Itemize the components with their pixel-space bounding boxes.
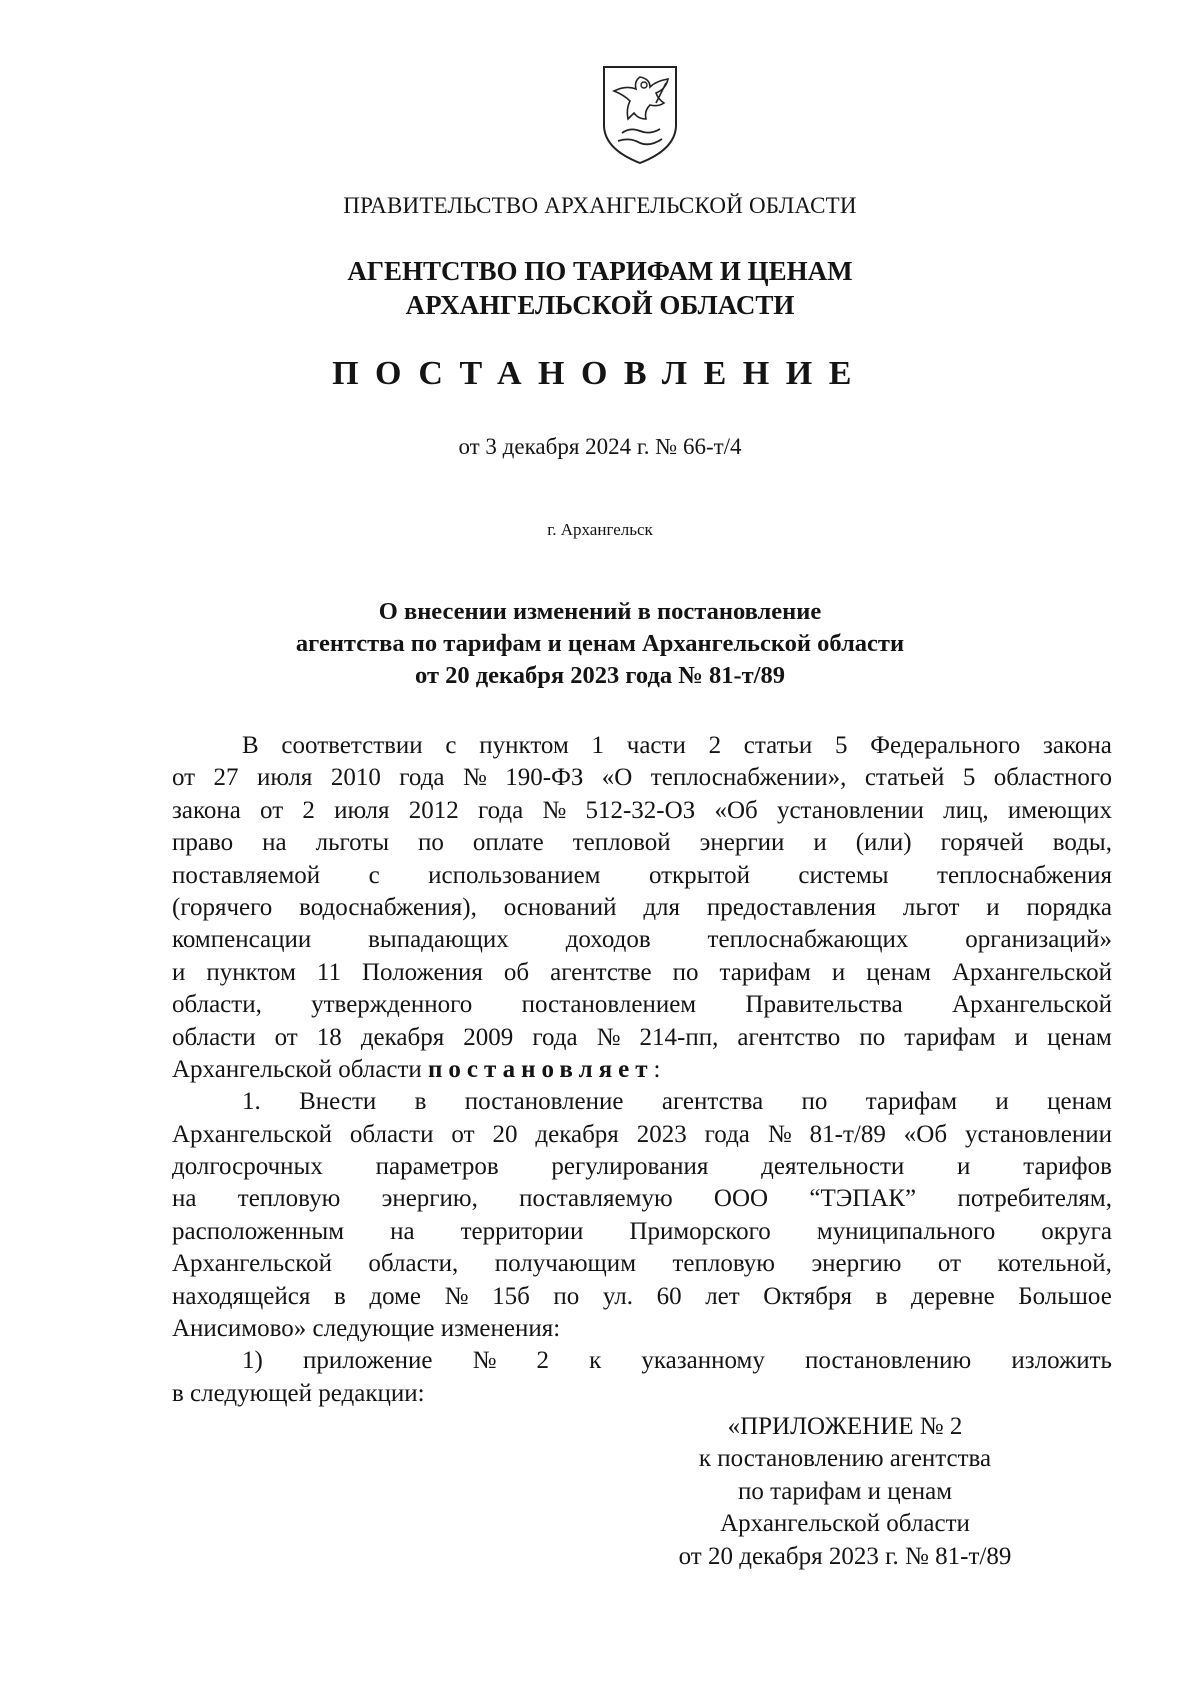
body-word: ООО bbox=[713, 1185, 769, 1213]
body-word: постановлением bbox=[521, 991, 697, 1019]
body-word: года bbox=[477, 796, 524, 824]
body-word: от bbox=[172, 764, 196, 792]
body-word: области, bbox=[368, 1250, 459, 1278]
body-word: тепловой bbox=[572, 829, 671, 857]
body-word: выпадающих bbox=[368, 926, 509, 954]
body-word: 1) bbox=[242, 1347, 263, 1375]
body-word: имеющих bbox=[1007, 796, 1112, 824]
body-word: тепловую bbox=[237, 1185, 341, 1213]
document-type-title: ПОСТАНОВЛЕНИЕ bbox=[332, 355, 868, 392]
body-word: деятельности bbox=[761, 1153, 905, 1181]
body-line bbox=[172, 860, 1112, 892]
body-word: по bbox=[801, 1088, 828, 1116]
body-word: тарифов bbox=[1023, 1153, 1112, 1181]
agency-name bbox=[0, 254, 1200, 322]
body-word: деревне bbox=[910, 1282, 995, 1310]
body-line bbox=[172, 1151, 1112, 1183]
body-word: «Об bbox=[714, 796, 758, 824]
body-word: компенсации bbox=[172, 926, 312, 954]
body-word: горячей bbox=[940, 829, 1024, 857]
body-word: оплате bbox=[472, 829, 544, 857]
body-word: июля bbox=[334, 796, 390, 824]
agency-name-line-1: АГЕНТСТВО ПО ТАРИФАМ И ЦЕНАМ bbox=[347, 256, 853, 286]
body-word: «О bbox=[601, 764, 633, 792]
resolves-colon: : bbox=[653, 1055, 661, 1083]
body-word: теплоснабжении», bbox=[650, 764, 847, 792]
body-word: 81-т/89 bbox=[809, 1120, 886, 1148]
body-line bbox=[172, 1248, 1112, 1280]
body-word: порядка bbox=[1026, 893, 1112, 921]
body-word: об bbox=[503, 958, 530, 986]
body-word: установлении bbox=[965, 1120, 1112, 1148]
body-line bbox=[172, 1345, 1112, 1377]
body-word: закона bbox=[1043, 732, 1112, 759]
body-word: декабря bbox=[360, 1023, 445, 1051]
body-word: на bbox=[390, 1217, 415, 1245]
body-word: от bbox=[451, 1120, 475, 1148]
body-word: 2 bbox=[302, 796, 315, 824]
body-word: территории bbox=[460, 1217, 584, 1245]
body-word: и bbox=[813, 829, 827, 857]
body-word: доме bbox=[369, 1282, 422, 1310]
agency-name-line-2: АРХАНГЕЛЬСКОЙ ОБЛАСТИ bbox=[405, 290, 795, 320]
body-word: 2012 bbox=[408, 796, 459, 824]
body-word: Внести bbox=[299, 1088, 377, 1116]
body-word: тарифам bbox=[904, 1023, 996, 1051]
coat-of-arms-icon bbox=[600, 63, 680, 167]
body-word: энергию bbox=[811, 1250, 902, 1278]
body-word: право bbox=[172, 829, 234, 857]
body-word: года bbox=[532, 1023, 578, 1051]
body-word: 512-32-ОЗ bbox=[585, 796, 696, 824]
body-word: области bbox=[349, 1120, 434, 1148]
body-word: и bbox=[995, 1088, 1009, 1116]
body-line bbox=[172, 730, 1112, 762]
body-word: соответствии bbox=[281, 732, 423, 759]
body-word: 15б bbox=[492, 1282, 530, 1310]
body-word: ценам bbox=[1047, 1088, 1112, 1116]
body-word: постановлению bbox=[804, 1347, 972, 1375]
body-word: № bbox=[462, 764, 487, 792]
body-word: 214-пп, bbox=[639, 1023, 719, 1051]
body-word: июля bbox=[256, 764, 313, 792]
body-word: 18 bbox=[316, 1023, 342, 1051]
body-word: статьей bbox=[864, 764, 945, 792]
body-word: использованием bbox=[428, 861, 601, 889]
body-word: № bbox=[472, 1347, 497, 1375]
appendix-line-3: по тарифам и ценам bbox=[737, 1477, 953, 1505]
body-word: 5 bbox=[835, 732, 848, 759]
body-word: Федерального bbox=[870, 732, 1021, 759]
body-word: Правительства bbox=[745, 991, 903, 1019]
body-line-last: в следующей редакции: bbox=[172, 1379, 425, 1407]
body-word: 1. bbox=[242, 1088, 261, 1116]
body-word: с bbox=[445, 732, 457, 759]
body-word: параметров bbox=[375, 1153, 499, 1181]
subject-line-1: О внесении изменений в постановление bbox=[378, 598, 822, 625]
body-word: и bbox=[957, 1153, 971, 1181]
body-line bbox=[172, 1022, 1112, 1054]
body-word: тарифам bbox=[865, 1088, 958, 1116]
body-word: котельной, bbox=[997, 1250, 1112, 1278]
body-word: 2009 bbox=[463, 1023, 514, 1051]
body-word: областного bbox=[993, 764, 1112, 792]
body-line bbox=[172, 762, 1112, 794]
body-word: “ТЭПАК” bbox=[809, 1185, 917, 1213]
body-word: приложение bbox=[302, 1347, 433, 1375]
body-line bbox=[172, 924, 1112, 956]
body-word: агентство bbox=[737, 1023, 841, 1051]
body-word: регулирования bbox=[551, 1153, 709, 1181]
body-word: статьи bbox=[743, 732, 813, 759]
body-line bbox=[172, 989, 1112, 1021]
body-word: Приморского bbox=[629, 1217, 771, 1245]
body-line bbox=[172, 1086, 1112, 1118]
body-word: № bbox=[444, 1282, 469, 1310]
body-word: года bbox=[399, 764, 445, 792]
body-word: в bbox=[333, 1282, 346, 1310]
body-word: доходов bbox=[565, 926, 651, 954]
body-line-last: Анисимово» следующие изменения: bbox=[172, 1315, 561, 1343]
body-word: к bbox=[589, 1347, 602, 1375]
government-name: ПРАВИТЕЛЬСТВО АРХАНГЕЛЬСКОЙ ОБЛАСТИ bbox=[343, 193, 857, 218]
body-word: Архангельской bbox=[952, 958, 1112, 986]
body-word: области bbox=[172, 1023, 256, 1051]
body-word: от bbox=[937, 1250, 962, 1278]
body-word: области, bbox=[172, 991, 262, 1019]
body-word: по bbox=[859, 1023, 886, 1051]
body-word: муниципального bbox=[816, 1217, 996, 1245]
document-subject bbox=[0, 596, 1200, 692]
body-word: ценам bbox=[1047, 1023, 1112, 1051]
document-date-number: от 3 декабря 2024 г. № 66-т/4 bbox=[458, 434, 742, 459]
body-word: и bbox=[1014, 1023, 1029, 1051]
resolves-word: постановляет bbox=[428, 1055, 654, 1083]
body-word: округа bbox=[1041, 1217, 1112, 1245]
body-word: в bbox=[875, 1282, 888, 1310]
body-word: получающим bbox=[494, 1250, 637, 1278]
body-word: утвержденного bbox=[311, 991, 473, 1019]
body-word: на bbox=[262, 829, 287, 857]
body-line bbox=[172, 892, 1112, 924]
body-word: постановление bbox=[464, 1088, 624, 1116]
body-word: 2023 bbox=[636, 1120, 687, 1148]
body-word: (горячего bbox=[172, 893, 273, 921]
body-word: на bbox=[172, 1185, 197, 1213]
body-word: льгот bbox=[902, 893, 960, 921]
body-word: 2010 bbox=[330, 764, 381, 792]
body-word: по bbox=[672, 958, 699, 986]
body-word: поставляемую bbox=[519, 1185, 673, 1213]
body-word: энергии bbox=[699, 829, 785, 857]
preamble-last-text: Архангельской области bbox=[172, 1055, 422, 1083]
body-word: тепловую bbox=[672, 1250, 775, 1278]
body-word: лет bbox=[705, 1282, 740, 1310]
body-line bbox=[172, 1281, 1112, 1313]
body-word: по bbox=[553, 1282, 580, 1310]
appendix-heading bbox=[600, 1411, 1090, 1573]
body-word: агентстве bbox=[550, 958, 652, 986]
appendix-line-2: к постановлению агентства bbox=[698, 1445, 992, 1473]
body-word: 2 bbox=[536, 1347, 550, 1375]
body-word: указанному bbox=[641, 1347, 765, 1375]
body-word: долгосрочных bbox=[172, 1153, 323, 1181]
body-word: по bbox=[418, 829, 444, 857]
body-word: теплоснабжающих bbox=[707, 926, 909, 954]
body-line bbox=[172, 957, 1112, 989]
body-word: открытой bbox=[648, 861, 750, 889]
body-word: закона bbox=[172, 796, 241, 824]
body-word: теплоснабжения bbox=[937, 861, 1112, 889]
body-line bbox=[172, 1216, 1112, 1248]
body-word: установлении bbox=[776, 796, 924, 824]
body-word: пунктом bbox=[479, 732, 569, 759]
body-word: «Об bbox=[903, 1120, 948, 1148]
body-word: воды, bbox=[1052, 829, 1112, 857]
body-word: Октября bbox=[763, 1282, 852, 1310]
body-word: (или) bbox=[855, 829, 912, 857]
body-line bbox=[172, 1183, 1112, 1215]
body-word: 27 bbox=[213, 764, 239, 792]
body-word: части bbox=[626, 732, 686, 759]
body-word: В bbox=[242, 732, 259, 759]
body-word: 5 bbox=[962, 764, 976, 792]
body-word: водоснабжения), bbox=[299, 893, 477, 921]
body-word: 60 bbox=[656, 1282, 682, 1310]
body-word: Большое bbox=[1018, 1282, 1112, 1310]
body-word: ценам bbox=[866, 958, 931, 986]
body-line-resolves bbox=[172, 1054, 1112, 1086]
body-line bbox=[172, 1119, 1112, 1151]
appendix-line-4: Архангельской области bbox=[720, 1510, 970, 1538]
body-word: находящейся bbox=[172, 1282, 311, 1310]
body-word: с bbox=[368, 861, 380, 889]
body-word: тарифам bbox=[719, 958, 811, 986]
body-word: оснований bbox=[503, 893, 617, 921]
body-word: ул. bbox=[602, 1282, 634, 1310]
body-word: года bbox=[704, 1120, 750, 1148]
body-word: Архангельской bbox=[172, 1120, 332, 1148]
body-word: организаций» bbox=[965, 926, 1112, 954]
body-word: льготы bbox=[315, 829, 389, 857]
appendix-line-5: от 20 декабря 2023 г. № 81-т/89 bbox=[678, 1542, 1012, 1570]
body-word: Архангельской bbox=[952, 991, 1112, 1019]
body-word: изложить bbox=[1011, 1347, 1112, 1375]
body-word: № bbox=[767, 1120, 792, 1148]
body-word: Архангельской bbox=[172, 1250, 332, 1278]
body-word: потребителям, bbox=[957, 1185, 1112, 1213]
body-word: декабря bbox=[535, 1120, 619, 1148]
body-word: и bbox=[172, 958, 186, 986]
document-body bbox=[172, 730, 1112, 1410]
body-word: № bbox=[542, 796, 567, 824]
body-word: от bbox=[274, 1023, 298, 1051]
body-line bbox=[172, 827, 1112, 859]
document-city: г. Архангельск bbox=[547, 520, 653, 539]
body-word: предоставления bbox=[706, 893, 877, 921]
body-word: № bbox=[596, 1023, 621, 1051]
body-word: 1 bbox=[591, 732, 605, 759]
body-word: 2 bbox=[708, 732, 722, 759]
body-word: 20 bbox=[492, 1120, 518, 1148]
subject-line-3: от 20 декабря 2023 года № 81-т/89 bbox=[415, 662, 785, 689]
body-line bbox=[172, 795, 1112, 827]
body-word: в bbox=[414, 1088, 427, 1116]
appendix-line-1: «ПРИЛОЖЕНИЕ № 2 bbox=[727, 1413, 963, 1440]
body-word: Положения bbox=[361, 958, 483, 986]
body-word: расположенным bbox=[172, 1217, 345, 1245]
body-word: 190-ФЗ bbox=[505, 764, 584, 792]
body-word: энергию, bbox=[381, 1185, 478, 1213]
body-word: системы bbox=[798, 861, 889, 889]
body-word: лиц, bbox=[943, 796, 989, 824]
body-word: для bbox=[643, 893, 681, 921]
body-word: поставляемой bbox=[172, 861, 321, 889]
body-word: и bbox=[986, 893, 1000, 921]
body-word: 11 bbox=[316, 958, 341, 986]
body-word: и bbox=[831, 958, 846, 986]
body-word: от bbox=[260, 796, 284, 824]
body-word: пунктом bbox=[206, 958, 296, 986]
body-word: агентства bbox=[661, 1088, 764, 1116]
subject-line-2: агентства по тарифам и ценам Архангельской области bbox=[295, 630, 905, 657]
